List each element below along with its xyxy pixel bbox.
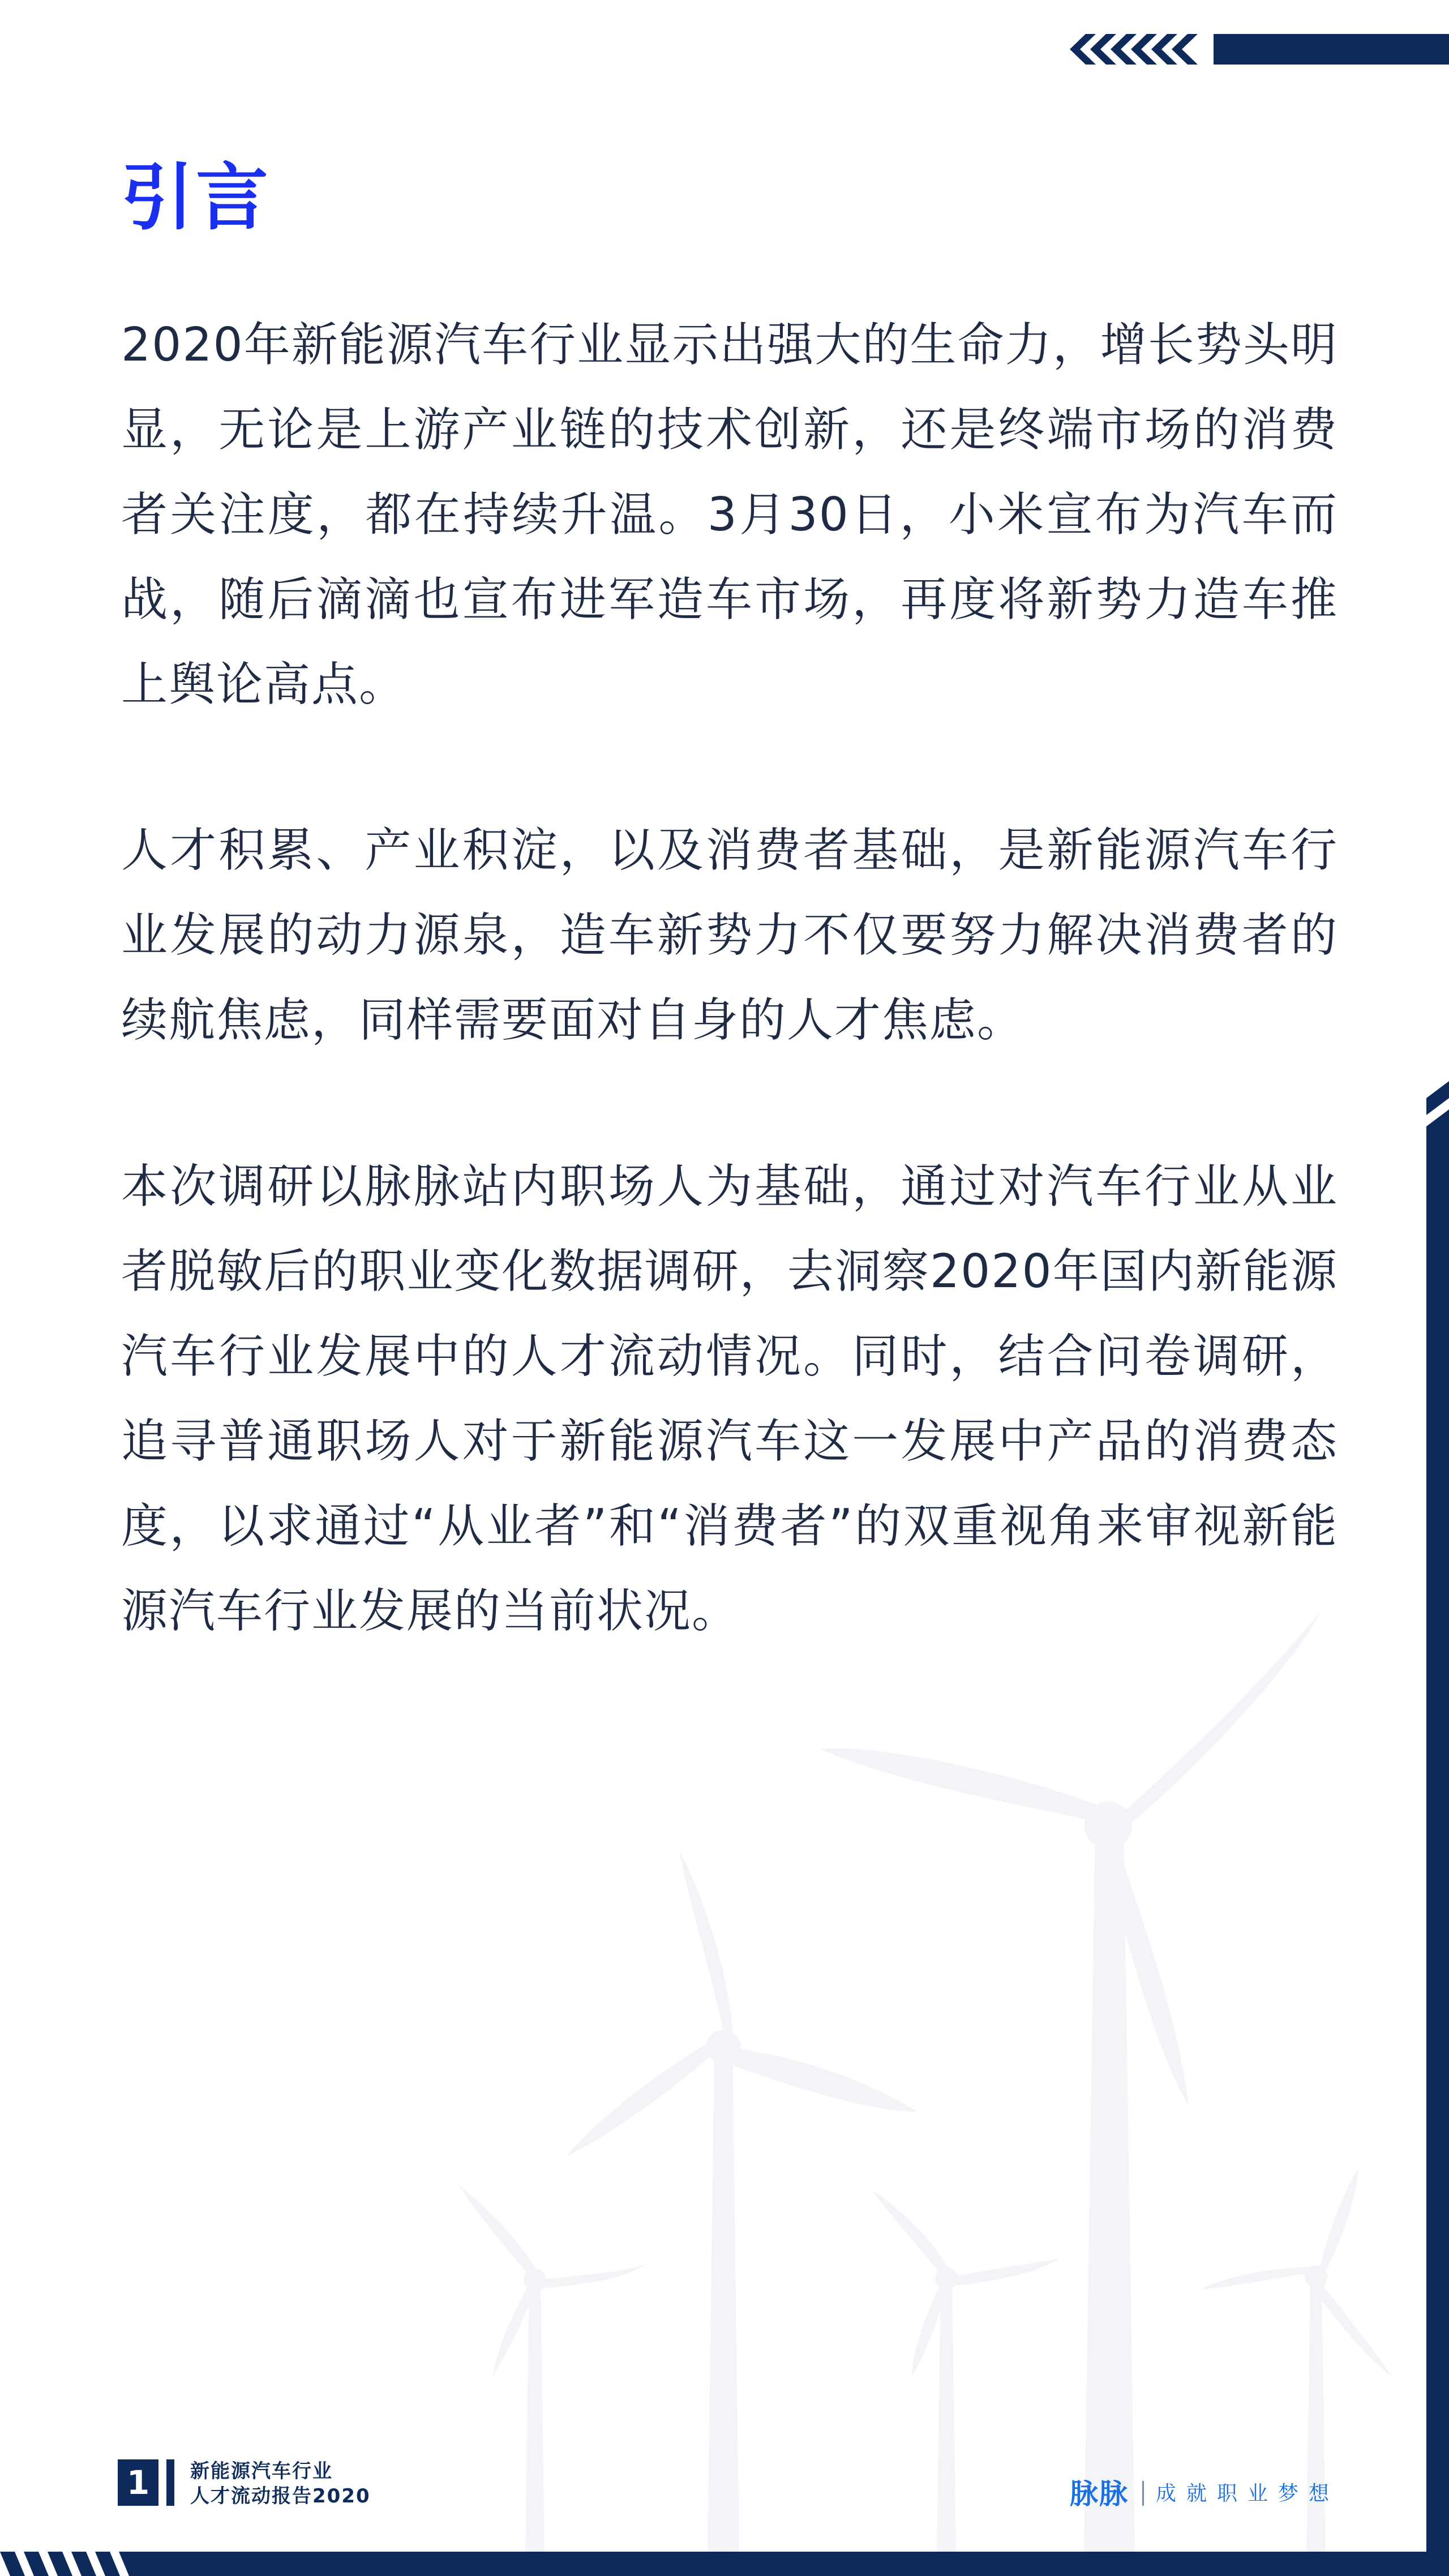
header-decoration [1070,34,1449,65]
page-title: 引言 [121,156,271,240]
page-number-bar [166,2459,174,2506]
report-title [190,2459,371,2509]
intro-paragraph-3: 本次调研以脉脉站内职场人为基础，通过对汽车行业从业者脱敏后的职业变化数据调研，去洞察2020年国内新能源汽车行业发展中的人才流动情况。同时，结合问卷调研，追寻普通职场人对于新能源汽车这一发展中产品的消费态度，以求通过“从业者”和“消费者”的双重视角来审视新能源汽车行业发展的当前状况。 [121,1160,1338,1638]
report-title-line-2: 人才流动报告2020 [190,2485,371,2508]
brand-logo: 脉脉 [1070,2478,1129,2510]
intro-paragraph-1: 2020年新能源汽车行业显示出强大的生命力，增长势头明显，无论是上游产业链的技术创新，还是终端市场的消费者关注度，都在持续升温。3月30日，小米宣布为汽车而战，随后滴滴也宣布进军造车市场，再度将新势力造车推上舆论高点。 [121,318,1338,711]
windmill-background [0,1585,1449,2553]
intro-paragraph-2: 人才积累、产业积淀，以及消费者基础，是新能源汽车行业发展的动力源泉，造车新势力不仅要努力解决消费者的续航焦虑，同样需要面对自身的人才焦虑。 [121,824,1338,1047]
brand-divider [1142,2481,1144,2506]
brand-slogan: 成就职业梦想 [1156,2482,1340,2505]
footer-stripes-icon [0,2552,147,2576]
report-title-line-1: 新能源汽车行业 [190,2460,333,2483]
chevrons-icon [1070,34,1211,65]
header-bar [1214,34,1449,65]
page-number: 1 [118,2459,158,2506]
side-bar [1426,1126,1449,2576]
footer-bar [0,2552,1449,2576]
